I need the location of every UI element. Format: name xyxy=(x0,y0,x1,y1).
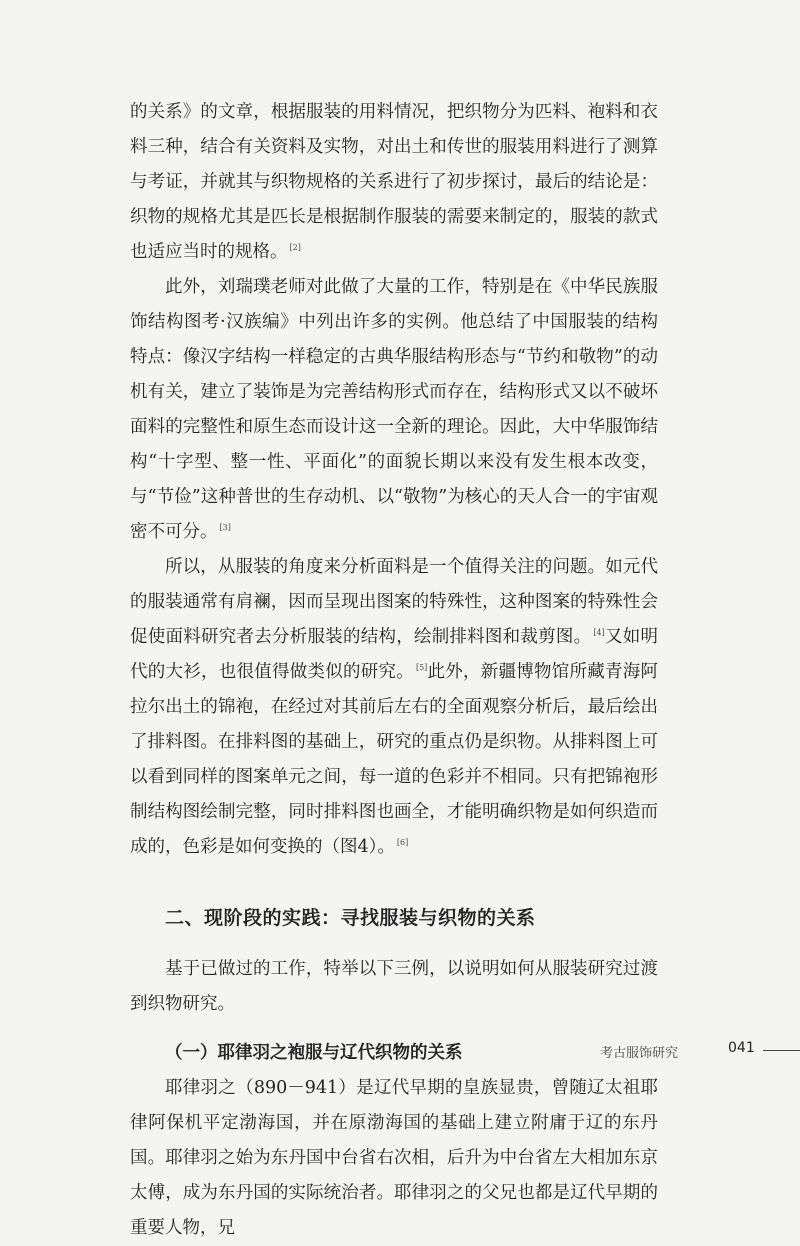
section-heading: 二、现阶段的实践：寻找服装与织物的关系 xyxy=(165,907,536,929)
paragraph-1 xyxy=(130,95,658,270)
paragraph-3-text-c: 此外，新疆博物馆所藏青海阿拉尔出土的锦袍，在经过对其前后左右的全面观察分析后，最后绘出了排料图。在排料图的基础上，研究的重点仍是织物。从排料图上可以看到同样的图案单元之间，每一道的色彩并不相同。只有把锦袍形制结构图绘制完整，同时排料图也画全，才能明确织物是如何织造而成的，色彩是如何变换的（图4）。 xyxy=(130,662,659,857)
main-text xyxy=(130,95,658,1246)
section-spacer xyxy=(130,865,658,901)
paragraph-4: 基于已做过的工作，特举以下三例，以说明如何从服装研究过渡到织物研究。 xyxy=(130,959,658,1014)
heading-spacer xyxy=(130,936,658,952)
paragraph-2 xyxy=(130,270,658,550)
page-number: 041 xyxy=(728,1040,755,1056)
paragraph-2-text: 此外，刘瑞璞老师对此做了大量的工作，特别是在《中华民族服饰结构图考·汉族编》中列出许多的实例。他总结了中国服装的结构特点：像汉字结构一样稳定的古典华服结构形态与“节约和敬物”的动机有关，建立了装饰是为完善结构形式而存在，结构形式又以不破坏面料的完整性和原生态而设计这一全新的理论。因此，大中华服饰结构“十字型、整一性、平面化”的面貌长期以来没有发生根本改变，与“节俭”这种普世的生存动机、以“敬物”为核心的天人合一的宇宙观密不可分。 xyxy=(130,277,658,542)
citation-2: [2] xyxy=(289,243,301,253)
citation-4: [4] xyxy=(593,628,605,638)
paragraph-3-text-a: 所以，从服装的角度来分析面料是一个值得关注的问题。如元代的服装通常有肩襕，因而呈现出图案的特殊性，这种图案的特殊性会促使面料研究者去分析服装的结构，绘制排料图和裁剪图。 xyxy=(130,557,658,647)
citation-5: [5] xyxy=(415,663,428,673)
paragraph-3 xyxy=(130,550,658,865)
subsection-spacer xyxy=(130,1022,658,1036)
citation-6: [6] xyxy=(396,838,409,848)
paragraph-3-text-b: 又如明代的大衫，也很值得做类似的研究。 xyxy=(130,627,659,682)
subsection-heading: （一）耶律羽之袍服与辽代织物的关系 xyxy=(165,1043,463,1063)
footer-rule xyxy=(763,1050,800,1051)
citation-3: [3] xyxy=(219,523,231,533)
paragraph-1-text: 的关系》的文章，根据服装的用料情况，把织物分为匹料、袍料和衣料三种，结合有关资料及实物，对出土和传世的服装用料进行了测算与考证，并就其与织物规格的关系进行了初步探讨，最后的结论是：织物的规格尤其是匹长是根据制作服装的需要来制定的，服装的款式也适应当时的规格。 xyxy=(130,102,658,262)
running-footer-title: 考古服饰研究 xyxy=(600,1046,679,1061)
paragraph-5: 耶律羽之（890－941）是辽代早期的皇族显贵，曾随辽太祖耶律阿保机平定渤海国，并在原渤海国的基础上建立附庸于辽的东丹国。耶律羽之始为东丹国中台省右次相，后升为中台省左大相加东京太傅，成为东丹国的实际统治者。耶律羽之的父兄也都是辽代早期的重要人物，兄 xyxy=(130,1078,658,1238)
